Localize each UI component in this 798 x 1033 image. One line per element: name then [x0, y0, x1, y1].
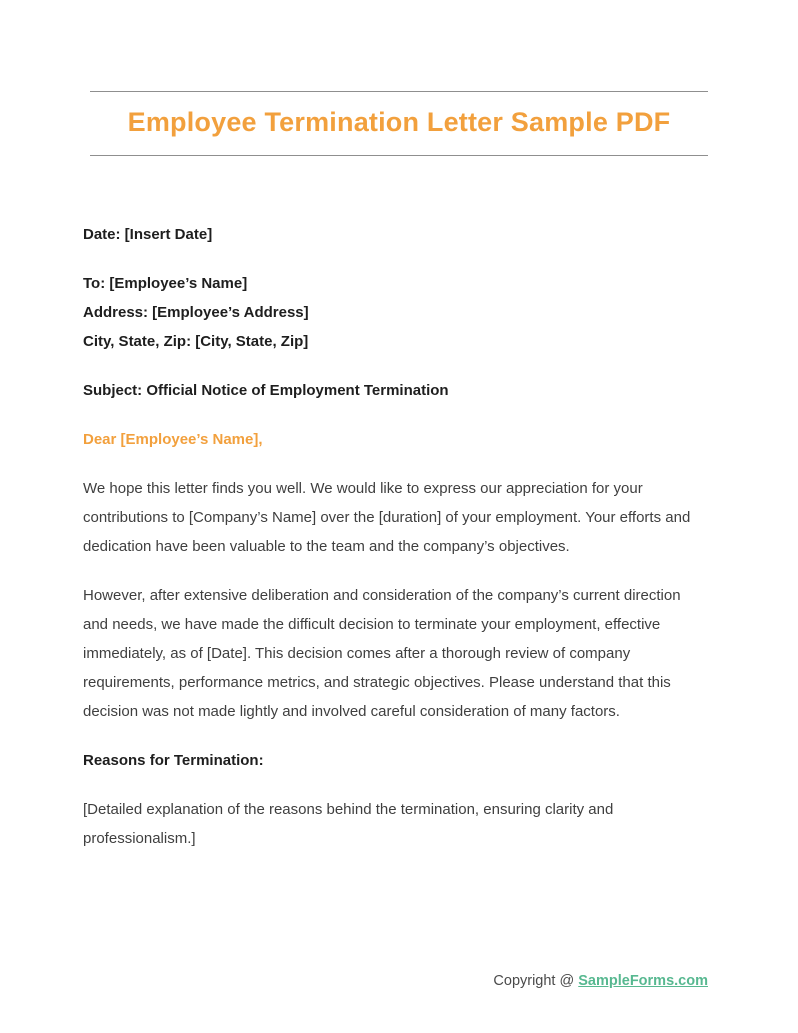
page-title: Employee Termination Letter Sample PDF: [127, 107, 671, 137]
recipient-address-line: Address: [Employee’s Address]: [83, 304, 309, 321]
letter-body: [0, 156, 798, 853]
subject-line: Subject: Official Notice of Employment Termination: [83, 382, 449, 399]
reasons-heading: Reasons for Termination:: [83, 752, 264, 769]
copyright-text: Copyright @: [493, 973, 579, 989]
sampleforms-link[interactable]: SampleForms.com: [578, 973, 708, 989]
title-block: [90, 0, 708, 156]
paragraph-appreciation: We hope this letter finds you well. We would like to express our appreciation for your contributions to [Company’s Name] over the [duration] of your employment. Your efforts and dedication have been valuable to the team and the company’s objectives.: [83, 480, 691, 555]
paragraph-termination-decision: However, after extensive deliberation and consideration of the company’s current direction and needs, we have made the difficult decision to terminate your employment, effective immediately, as of [Date]. This decision comes after a thorough review of company requirements, performance metrics, and strategic objectives. Please understand that this decision was not made lightly and involved careful consideration of many factors.: [83, 587, 681, 720]
date-line: Date: [Insert Date]: [83, 226, 213, 243]
footer: [493, 973, 708, 989]
recipient-city-state-zip-line: City, State, Zip: [City, State, Zip]: [83, 333, 309, 350]
recipient-to-line: To: [Employee’s Name]: [83, 275, 248, 292]
reasons-body: [Detailed explanation of the reasons behind the termination, ensuring clarity and professionalism.]: [83, 801, 614, 847]
recipient-block: [83, 269, 706, 356]
salutation-line: Dear [Employee’s Name],: [83, 431, 263, 448]
